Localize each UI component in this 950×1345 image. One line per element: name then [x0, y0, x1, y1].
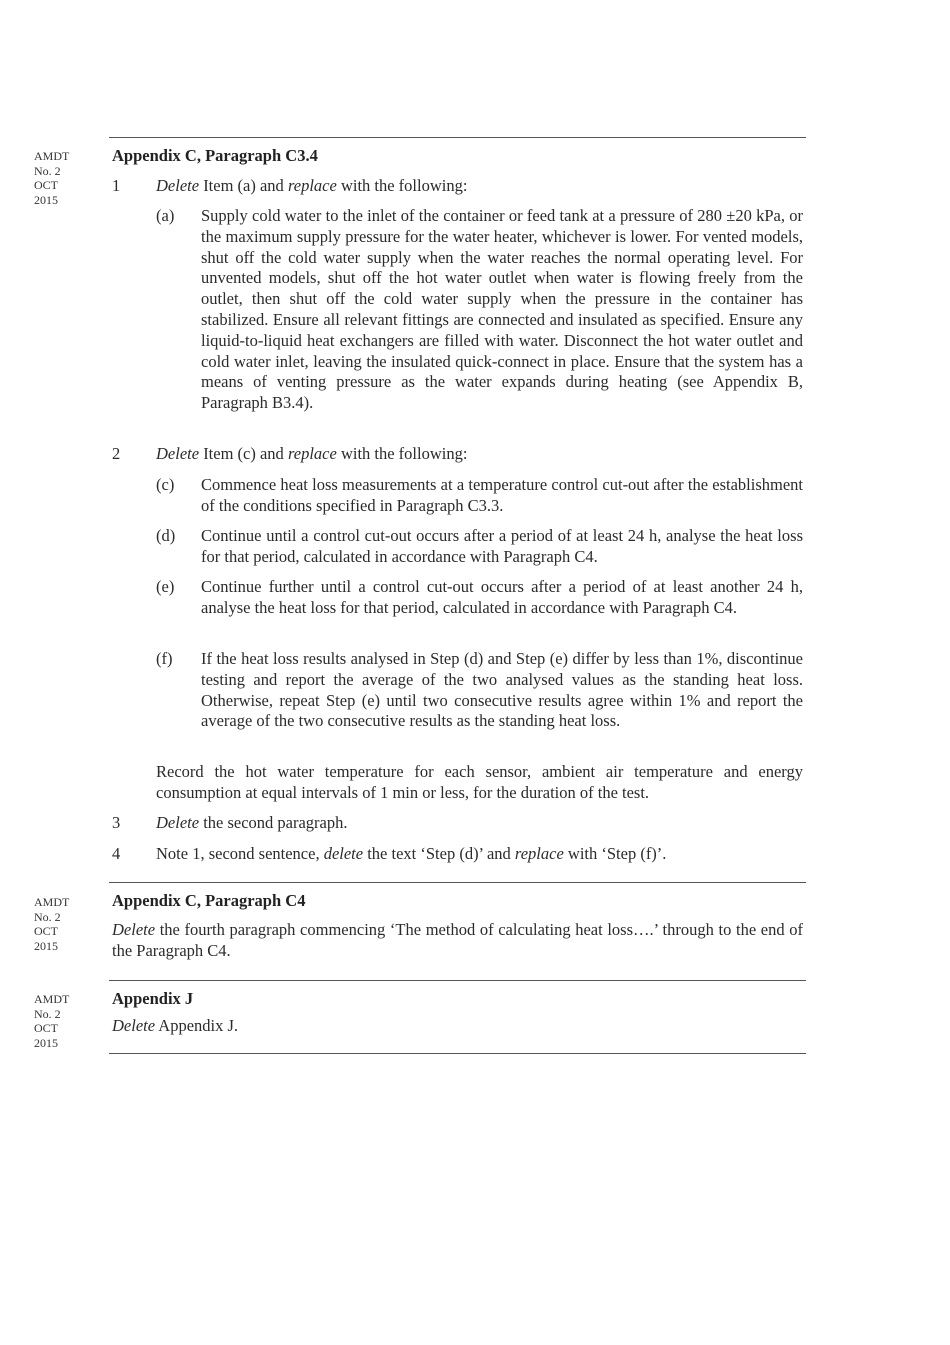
record-paragraph: Record the hot water temperature for each sensor, ambient air temperature and energy consumption at equal intervals of 1 min or less, for the duration of the test. — [156, 762, 803, 802]
section-text: Delete Appendix J. — [112, 1016, 239, 1035]
item-text: Continue until a control cut-out occurs after a period of at least 24 h, analyse the heat loss for that period, calculated in accordance with Paragraph C4. — [201, 526, 803, 566]
section-heading: Appendix C, Paragraph C4 — [112, 891, 306, 910]
instruction-number: 2 — [112, 444, 121, 463]
amendment-note: AMDT No. 2 OCT 2015 — [34, 149, 70, 207]
item-label: (a) — [156, 206, 175, 225]
section-heading: Appendix C, Paragraph C3.4 — [112, 146, 318, 165]
divider-3 — [109, 980, 806, 981]
divider-bottom — [109, 1053, 806, 1054]
item-label: (e) — [156, 577, 175, 596]
item-text: Supply cold water to the inlet of the container or feed tank at a pressure of 280 ±20 kPa, or the maximum supply pressure for the water heater, whichever is lower. For vented models, shut off the cold water supply when the water reaches the normal operating level. For unvented models, shut off the hot water outlet when water is flowing freely from the outlet, then shut off the cold water supply when the pressure in the container has stabilized. Ensure all relevant fittings are connected and insulated as specified. Ensure any liquid-to-liquid heat exchangers are filled with water. Disconnect the hot water outlet and cold water inlet, leaving the insulated quick-connect in place. Ensure that the system has a means of venting pressure as the water expands during heating (see Appendix B, Paragraph B3.4). — [201, 206, 803, 413]
item-text: If the heat loss results analysed in Step (d) and Step (e) differ by less than 1%, discontinue testing and report the average of the two analysed values as the standing heat loss. Otherwise, repeat Step (e) until two consecutive results agree within 1% and report the average of the two consecutive results as the standing heat loss. — [201, 649, 803, 731]
instruction-text: Note 1, second sentence, delete the text ‘Step (d)’ and replace with ‘Step (f)’. — [156, 844, 667, 863]
amendment-note: AMDT No. 2 OCT 2015 — [34, 895, 70, 953]
item-label: (f) — [156, 649, 173, 668]
item-label: (c) — [156, 475, 175, 494]
instruction-number: 4 — [112, 844, 121, 863]
item-text: Continue further until a control cut-out occurs after a period of at least another 24 h, analyse the heat loss for that period, calculated in accordance with Paragraph C4. — [201, 577, 803, 617]
section-heading: Appendix J — [112, 989, 194, 1008]
instruction-text: Delete Item (a) and replace with the following: — [156, 176, 468, 195]
amendment-note: AMDT No. 2 OCT 2015 — [34, 992, 70, 1050]
instruction-text: Delete the second paragraph. — [156, 813, 348, 832]
divider-top — [109, 137, 806, 138]
instruction-number: 1 — [112, 176, 121, 195]
instruction-number: 3 — [112, 813, 121, 832]
divider-2 — [109, 882, 806, 883]
item-text: Commence heat loss measurements at a temperature control cut-out after the establishment of the conditions specified in Paragraph C3.3. — [201, 475, 803, 515]
instruction-text: Delete Item (c) and replace with the following: — [156, 444, 468, 463]
section-text: Delete the fourth paragraph commencing ‘The method of calculating heat loss….’ through to the end of the Paragraph C4. — [112, 920, 803, 960]
item-label: (d) — [156, 526, 176, 545]
